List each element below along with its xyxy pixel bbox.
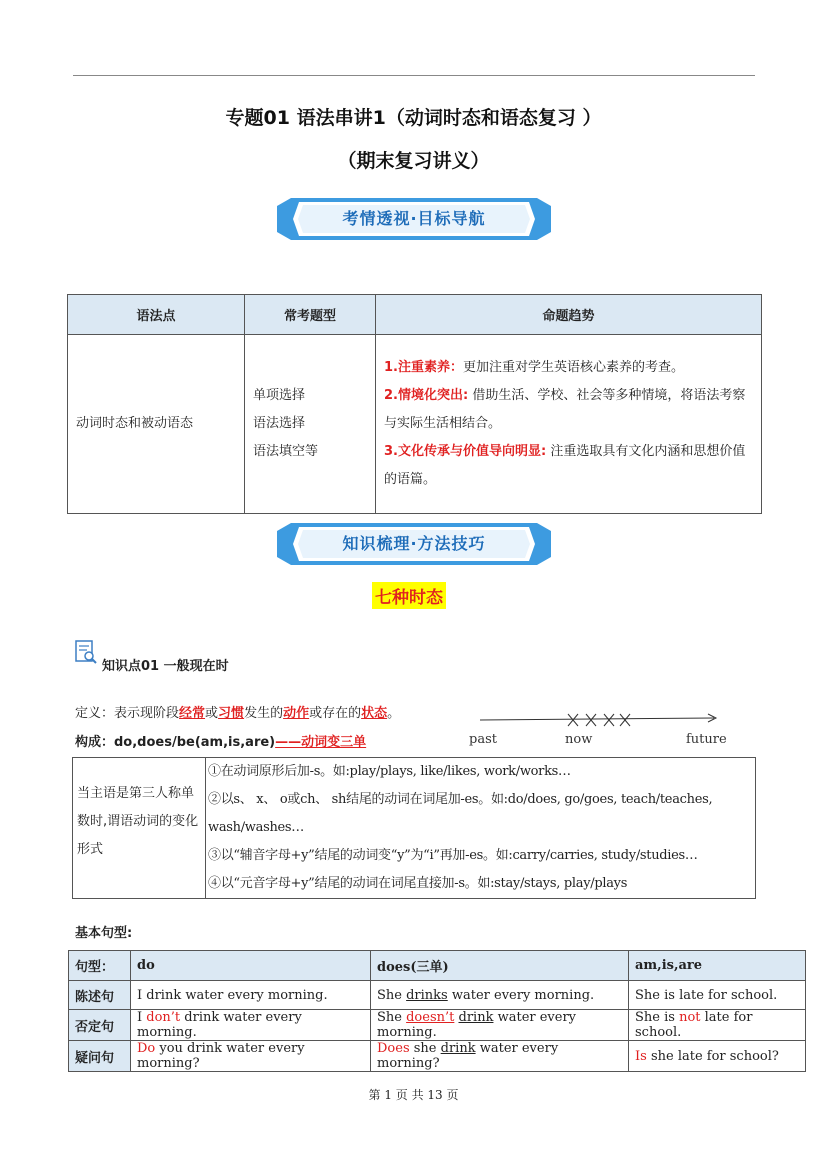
question-type: 单项选择	[253, 388, 306, 403]
cell-red: Do	[137, 1041, 156, 1056]
def-highlight: 状态	[361, 706, 388, 721]
header-rule	[73, 75, 755, 76]
cell-text: water every morning?	[377, 1041, 559, 1071]
knowledge-point-title: 知识点01 一般现在时	[102, 659, 229, 674]
cell-red: Is	[635, 1048, 647, 1064]
page-title: 专题01 语法串讲1（动词时态和语态复习 ）	[225, 107, 602, 129]
table-row	[69, 951, 806, 981]
cell-text: drink water every morning.	[137, 1010, 302, 1040]
cell	[629, 1010, 806, 1041]
timeline-now-label: now	[565, 732, 593, 747]
banner-label: 考情透视·目标导航	[342, 209, 486, 228]
cell-red: doesn’t	[406, 1010, 455, 1025]
cell-text: She	[377, 1010, 407, 1025]
timeline-past-label: past	[469, 732, 497, 747]
cell-text: She	[377, 987, 407, 1003]
sentence-pattern-table	[68, 950, 806, 1072]
rule-item: ④以“元音字母+y”结尾的动词在词尾直接加-s。如:stay/stays, play/plays	[208, 876, 628, 891]
header-cell: 句型：	[69, 951, 131, 981]
structure	[75, 731, 366, 750]
cell-red: Does	[377, 1041, 410, 1056]
basic-patterns-title: 基本句型:	[75, 926, 133, 941]
table-row	[69, 981, 806, 1010]
cell	[131, 1041, 371, 1072]
def-text: 定义：表示现阶段	[75, 706, 180, 721]
cell: I drink water every morning.	[131, 981, 371, 1010]
page-subtitle: （期末复习讲义）	[337, 150, 490, 172]
definition	[75, 702, 400, 721]
rule-item: ①在动词原形后加-s。如:play/plays, like/likes, work/works…	[208, 764, 571, 779]
header-cell: am,is,are	[629, 951, 806, 981]
cell	[371, 981, 629, 1010]
header-cell: 常考题型	[245, 295, 376, 335]
cell	[371, 1010, 629, 1041]
trend-item	[384, 438, 753, 494]
cell	[131, 1010, 371, 1041]
rules-list	[206, 758, 756, 899]
question-type: 语法填空等	[253, 444, 319, 459]
cell-text: She is	[635, 1010, 680, 1025]
cell	[629, 1041, 806, 1072]
def-highlight: 经常	[179, 706, 206, 721]
trend-cell	[376, 335, 762, 514]
cell	[371, 1041, 629, 1072]
cell-red: not	[679, 1010, 701, 1025]
row-label: 陈述句	[69, 981, 131, 1010]
cell-red: don’t	[146, 1010, 181, 1025]
trend-text: 借助生活、学校、社会等多种情境，将语法考察与实际生活相结合。	[384, 388, 746, 431]
header-cell: 语法点	[68, 295, 245, 335]
trend-item	[384, 354, 753, 382]
knowledge-point-icon	[75, 640, 97, 664]
table-row	[69, 1010, 806, 1041]
trend-label: 2.情境化突出:	[384, 388, 469, 403]
rules-condition: 当主语是第三人称单数时,谓语动词的变化形式	[73, 758, 206, 899]
cell-underlined: drink	[458, 1010, 494, 1025]
banner-knowledge	[277, 521, 551, 567]
def-highlight: 习惯	[218, 706, 245, 721]
cell-underlined: drink	[440, 1041, 476, 1056]
header-cell: does(三单)	[371, 951, 629, 981]
trend-text: 更加注重对学生英语核心素养的考查。	[462, 360, 684, 375]
question-types-cell	[245, 335, 376, 514]
cell-text: I	[137, 1010, 147, 1025]
timeline-future-label: future	[686, 732, 727, 747]
def-highlight: 动作	[283, 706, 310, 721]
row-label: 否定句	[69, 1010, 131, 1041]
trend-label: 3.文化传承与价值导向明显:	[384, 444, 547, 459]
cell-text: water every morning.	[377, 1010, 577, 1040]
banner-exam-overview	[277, 196, 551, 242]
header-cell: do	[131, 951, 371, 981]
cell-text: she late for school?	[646, 1048, 779, 1064]
rules-table	[72, 757, 756, 899]
grammar-point-cell: 动词时态和被动语态	[68, 335, 245, 514]
struct-highlight: ——动词变三单	[275, 735, 367, 750]
trend-label: 1.注重素养：	[384, 360, 463, 375]
cell-text: she	[409, 1041, 441, 1056]
trend-item	[384, 382, 753, 438]
exam-trend-table	[67, 294, 762, 514]
rule-item: ②以s、 x、 o或ch、 sh结尾的动词在词尾加-es。如:do/does, go/goes, teach/teaches, wash/washes…	[208, 792, 713, 835]
banner-label: 知识梳理·方法技巧	[342, 534, 486, 553]
row-label: 疑问句	[69, 1041, 131, 1072]
def-text: 或	[205, 706, 219, 721]
cell-text: late for school.	[635, 1010, 753, 1040]
def-text: 。	[387, 706, 401, 721]
section-title: 七种时态	[372, 582, 446, 609]
header-cell: 命题趋势	[376, 295, 762, 335]
table-row	[69, 1041, 806, 1072]
question-type: 语法选择	[253, 416, 306, 431]
def-text: 发生的	[244, 706, 284, 721]
cell-text: you drink water every morning?	[137, 1041, 305, 1071]
cell-underlined: drinks	[406, 987, 448, 1003]
struct-text: 构成：do,does/be(am,is,are)	[75, 735, 276, 750]
rule-item: ③以“辅音字母+y”结尾的动词变“y”为“i”再加-es。如:carry/carries, study/studies…	[208, 848, 698, 863]
def-text: 或存在的	[309, 706, 362, 721]
trend-text: 注重选取具有文化内涵和思想价值的语篇。	[384, 444, 746, 487]
cell: She is late for school.	[629, 981, 806, 1010]
cell-text: water every morning.	[447, 987, 595, 1003]
page-footer: 第 1 页 共 13 页	[368, 1088, 459, 1102]
